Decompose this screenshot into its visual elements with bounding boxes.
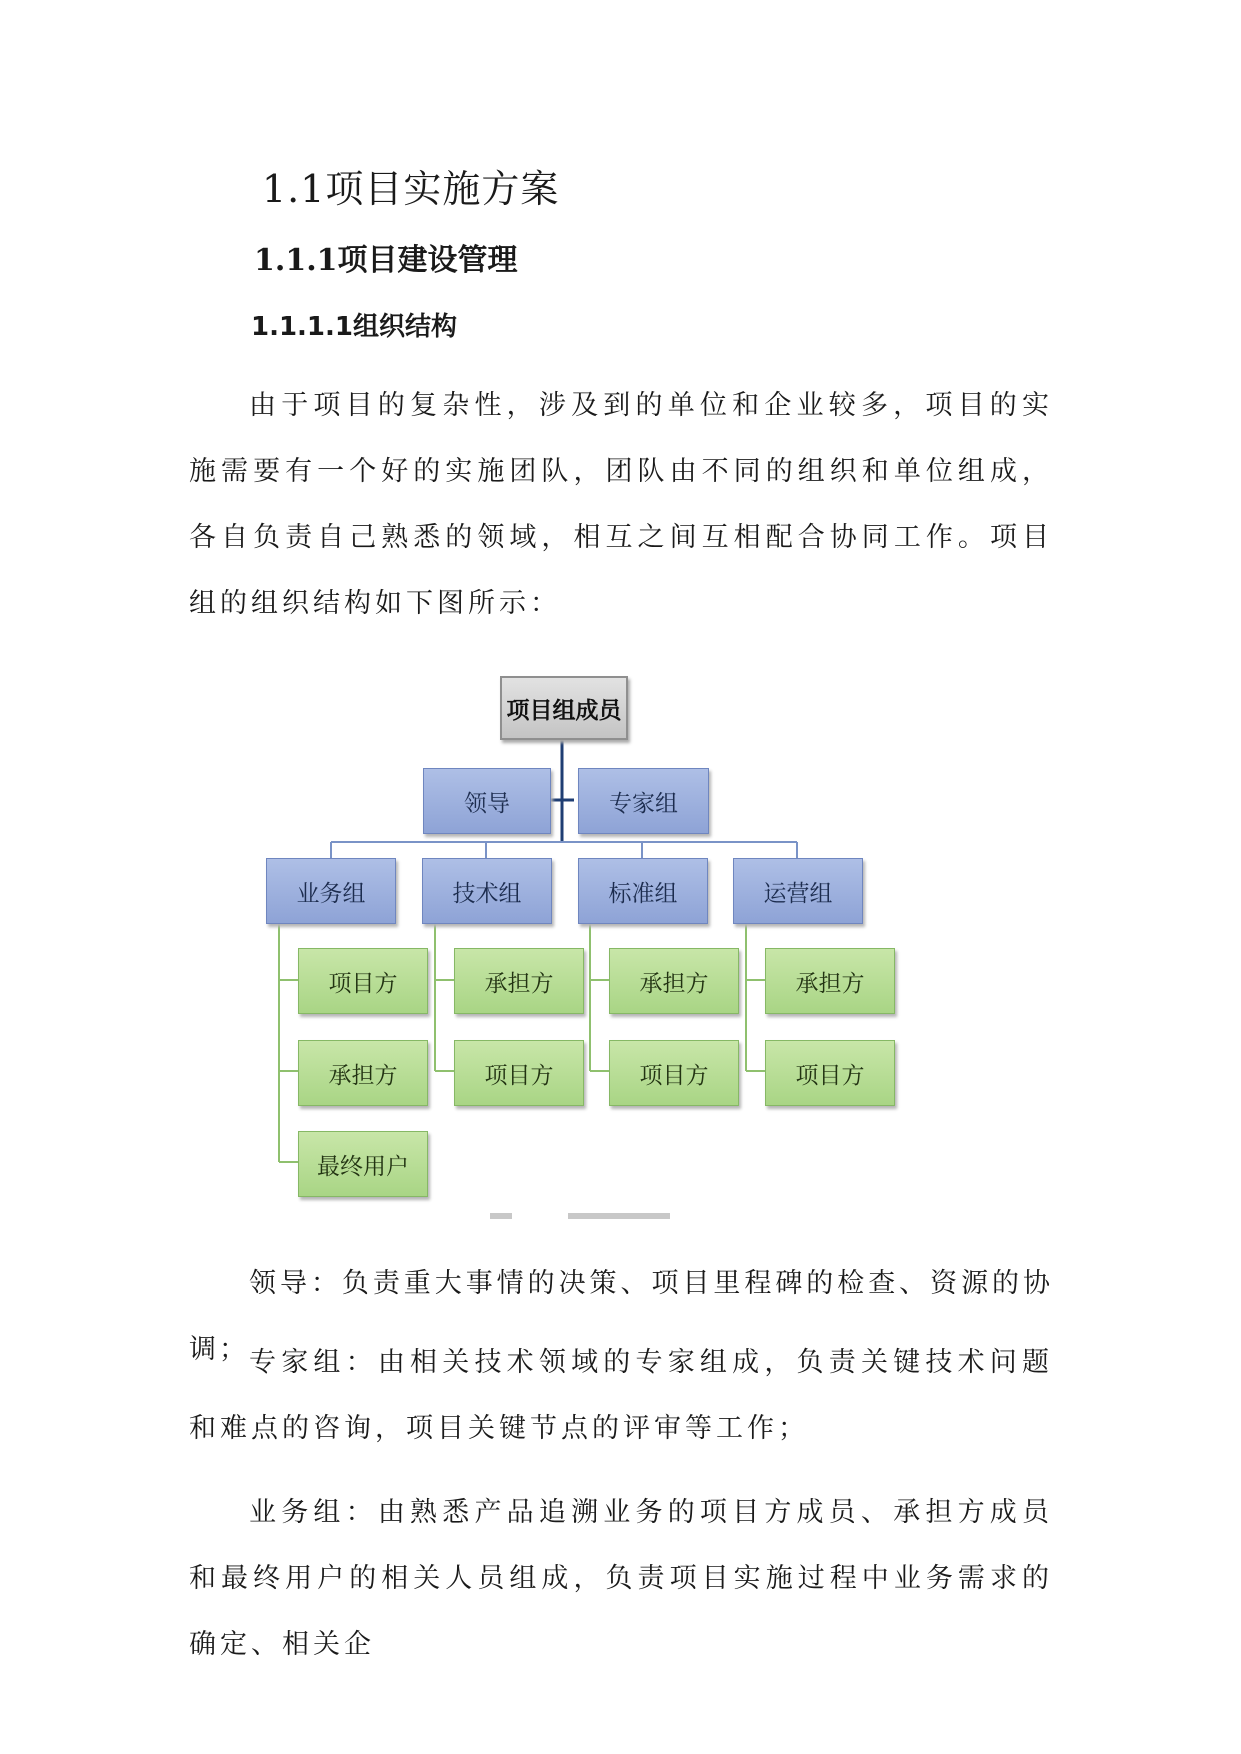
org-node-group-standards: 标准组 bbox=[578, 858, 708, 924]
leader-paragraph: 领导：负责重大事情的决策、项目里程碑的检查、资源的协调； bbox=[189, 1268, 1053, 1365]
org-node-group-operations: 运营组 bbox=[733, 858, 863, 924]
heading-2: 1.1.1项目建设管理 bbox=[254, 243, 518, 278]
org-node-member: 承担方 bbox=[765, 948, 895, 1014]
org-node-group-tech: 技术组 bbox=[422, 858, 552, 924]
business-paragraph: 业务组：由熟悉产品追溯业务的项目方成员、承担方成员和最终用户的相关人员组成，负责项目实施过程中业务需求的确定、相关企 bbox=[189, 1497, 1053, 1660]
intro-paragraph: 由于项目的复杂性，涉及到的单位和企业较多，项目的实施需要有一个好的实施团队，团队由不同的组织和单位组成，各自负责自己熟悉的领域，相互之间互相配合协同工作。项目组的组织结构如下图所示： bbox=[189, 390, 1053, 619]
org-node-member: 承担方 bbox=[454, 948, 584, 1014]
org-node-member: 承担方 bbox=[609, 948, 739, 1014]
org-node-member: 项目方 bbox=[609, 1040, 739, 1106]
org-node-leader: 领导 bbox=[423, 768, 551, 834]
org-node-group-business: 业务组 bbox=[266, 858, 396, 924]
caption-remnant bbox=[568, 1213, 670, 1219]
experts-paragraph: 专家组：由相关技术领域的专家组成，负责关键技术问题和难点的咨询，项目关键节点的评审等工作； bbox=[189, 1347, 1053, 1444]
org-node-member: 承担方 bbox=[298, 1040, 428, 1106]
heading-3: 1.1.1.1组织结构 bbox=[251, 312, 457, 342]
org-node-experts: 专家组 bbox=[578, 768, 709, 834]
org-node-member: 项目方 bbox=[454, 1040, 584, 1106]
org-node-member: 项目方 bbox=[298, 948, 428, 1014]
caption-remnant bbox=[490, 1213, 512, 1219]
heading-1: 1.1项目实施方案 bbox=[262, 167, 560, 211]
org-node-root: 项目组成员 bbox=[500, 676, 628, 740]
org-node-member: 项目方 bbox=[765, 1040, 895, 1106]
org-node-member: 最终用户 bbox=[298, 1131, 428, 1197]
